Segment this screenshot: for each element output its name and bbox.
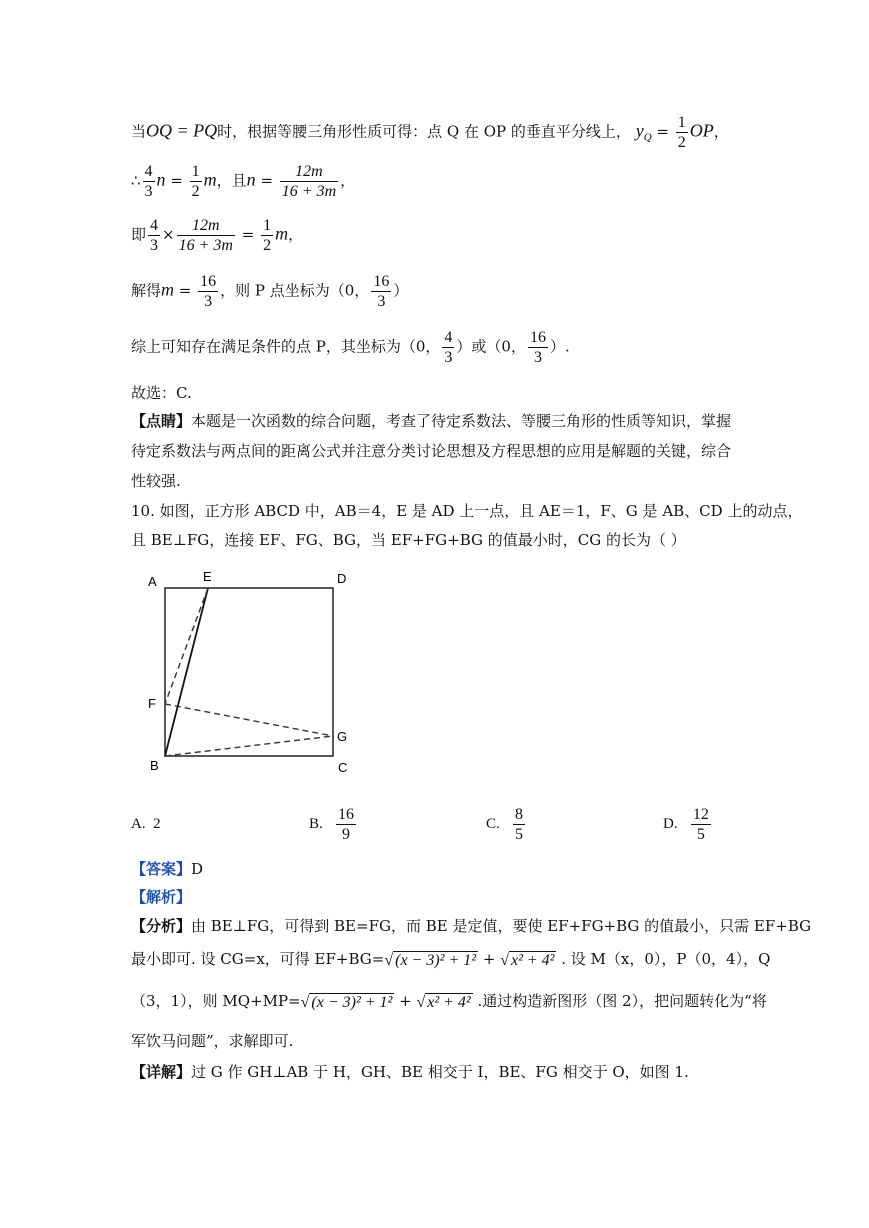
- answer-line: [131, 858, 203, 879]
- var-n: n: [156, 169, 166, 190]
- therefore-symbol: ∴: [131, 171, 141, 190]
- comment-line-3: 性较强.: [131, 472, 181, 490]
- fraction: $\frac{1}{2}$: [191, 163, 200, 200]
- fraction: $\frac{4}{3}$: [444, 329, 453, 366]
- text: . 设 M（x，0），P（0，4），Q: [556, 950, 771, 968]
- fraction: $\frac{1}{2}$: [263, 217, 272, 254]
- text: ）: [393, 281, 409, 300]
- plus: +: [394, 992, 417, 1010]
- option-b: B. $\frac{16}{9}$: [309, 806, 355, 843]
- text: ，: [288, 225, 304, 244]
- answer-options: [131, 805, 731, 845]
- option-d: D. $\frac{12}{5}$: [663, 806, 709, 843]
- option-a: A. 2: [131, 816, 161, 832]
- solution-line-1: [131, 113, 729, 152]
- var-m: m: [275, 223, 289, 244]
- analysis-label: 【解析】: [131, 888, 192, 906]
- equation: OQ = PQ: [146, 120, 218, 141]
- solution-line-4: [131, 272, 408, 311]
- sqrt-expression: √ x² + 4²: [416, 993, 471, 1011]
- equals: =: [165, 171, 188, 190]
- sqrt-expression: √ x² + 4²: [500, 951, 555, 969]
- text: 最小即可. 设 CG=x，可得 EF+BG=: [131, 950, 385, 968]
- segment-ef: [165, 588, 208, 704]
- text: ，且: [216, 171, 247, 190]
- text: ，: [713, 122, 729, 141]
- analysis-tag: [131, 886, 191, 907]
- text: 过 G 作 GH⊥AB 于 H，GH、BE 相交于 I，BE、FG 相交于 O，如图 1.: [191, 1063, 689, 1081]
- label-f: F: [148, 696, 156, 711]
- fraction: $\frac{12m}{16 + 3m}$: [281, 163, 337, 200]
- equals: =: [236, 225, 260, 244]
- equals: =: [174, 281, 197, 300]
- fenxi-tag: 【分析】: [131, 917, 192, 935]
- answer-tag: 【答案】: [131, 860, 192, 878]
- text: 由 BE⊥FG，可得到 BE=FG，而 BE 是定值，要使 EF+FG+BG 的值最小，只需 EF+BG: [191, 917, 812, 935]
- var-m: m: [161, 279, 175, 300]
- option-c: C. $\frac{8}{5}$: [486, 806, 524, 843]
- fenxi-line-1: [131, 915, 811, 936]
- segment-be: [165, 588, 208, 756]
- label-a: A: [148, 574, 157, 589]
- text: ，: [340, 171, 356, 190]
- text: ，则 P 点坐标为（0，: [220, 281, 370, 300]
- square-figure: [140, 564, 360, 779]
- text: 即: [131, 225, 147, 244]
- text: 时，根据等腰三角形性质可得：点 Q 在 OP 的垂直平分线上，: [217, 122, 631, 141]
- text: 解得: [131, 281, 162, 300]
- detail-line: [131, 1061, 689, 1082]
- fraction: $\frac{12m}{16 + 3m}$: [178, 217, 233, 254]
- equals: =: [651, 122, 674, 141]
- text: 当: [131, 122, 147, 141]
- plus: +: [478, 950, 501, 968]
- fraction: $\frac{16}{3}$: [529, 329, 546, 366]
- text: .通过构造新图形（图 2），把问题转化为“将: [472, 992, 767, 1010]
- solution-line-5: [131, 328, 570, 367]
- label-d: D: [337, 571, 347, 586]
- fraction: $\frac{4}{3}$: [150, 217, 159, 254]
- text: 综上可知存在满足条件的点 P，其坐标为（0，: [131, 337, 441, 356]
- text: ）.: [549, 337, 570, 356]
- label-e: E: [203, 569, 212, 584]
- answer-value: D: [191, 860, 204, 878]
- fraction: $\frac{16}{3}$: [373, 273, 390, 310]
- equals: =: [255, 171, 278, 190]
- fenxi-line-3: [131, 990, 767, 1012]
- label-b: B: [150, 758, 159, 773]
- fraction: $\frac{16}{3}$: [200, 273, 217, 310]
- times-symbol: ×: [162, 225, 175, 244]
- var-op: OP: [689, 120, 714, 141]
- sqrt-expression: √ (x − 3)² + 1²: [300, 993, 393, 1011]
- comment-tag: 【点睛】: [131, 412, 192, 430]
- segment-fg: [165, 704, 333, 736]
- segment-bg: [165, 736, 333, 756]
- fenxi-line-4: 军饮马问题”，求解即可.: [131, 1032, 294, 1050]
- detail-tag: 【详解】: [131, 1063, 192, 1081]
- solution-line-2: [131, 162, 355, 201]
- question-10-line-2: 且 BE⊥FG，连接 EF、FG、BG，当 EF+FG+BG 的值最小时，CG 的长为（ ）: [131, 531, 686, 549]
- var-y: y: [635, 120, 644, 141]
- var-n: n: [246, 169, 256, 190]
- label-g: G: [337, 729, 348, 744]
- subscript: Q: [643, 131, 652, 144]
- comment-line-2: 待定系数法与两点间的距离公式并注意分类讨论思想及方程思想的应用是解题的关键，综合: [131, 442, 732, 460]
- question-10-line-1: 10. 如图，正方形 ABCD 中，AB＝4，E 是 AD 上一点，且 AE＝1，F、G 是 AB、CD 上的动点，: [131, 502, 803, 520]
- text: ）或（0，: [456, 337, 526, 356]
- label-c: C: [338, 760, 348, 775]
- fraction: $\frac{4}{3}$: [144, 163, 153, 200]
- text: 本题是一次函数的综合问题，考查了待定系数法、等腰三角形的性质等知识，掌握: [191, 412, 732, 430]
- var-m: m: [203, 169, 217, 190]
- solution-line-3: [131, 216, 303, 255]
- sqrt-expression: √ (x − 3)² + 1²: [384, 951, 477, 969]
- comment-line-1: [131, 410, 731, 431]
- fraction: $\frac{1}{2}$: [677, 114, 686, 151]
- fenxi-line-2: [131, 948, 770, 970]
- text: （3，1），则 MQ+MP=: [131, 992, 301, 1010]
- choice-line: 故选：C.: [131, 384, 192, 402]
